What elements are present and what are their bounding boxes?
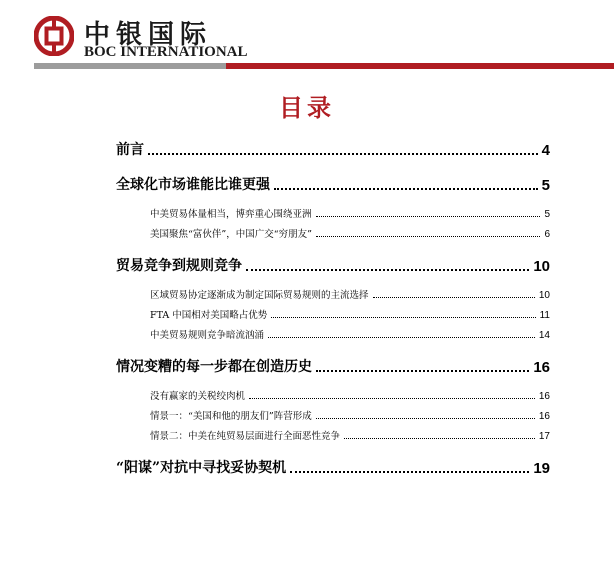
toc-entry-sub[interactable]: [150, 204, 550, 220]
page-title: 目录: [279, 93, 335, 122]
toc-entry-label: 情景二：中美在纯贸易层面进行全面恶性竞争: [150, 431, 341, 442]
toc-entry-page: 16: [538, 391, 550, 402]
toc-leader-dots: [344, 438, 535, 439]
header-rule-grey: [34, 63, 226, 69]
toc-entry-label: “阳谋”对抗中寻找妥协契机: [116, 460, 287, 476]
toc-entry-label: 情况变糟的每一步都在创造历史: [116, 359, 312, 375]
toc-entry-page: 16: [538, 411, 550, 422]
toc-leader-dots: [373, 297, 535, 298]
toc-leader-dots: [290, 471, 529, 473]
toc-leader-dots: [249, 398, 535, 399]
toc-leader-dots: [316, 236, 541, 237]
toc-leader-dots: [271, 317, 535, 318]
toc-entry-page: 10: [538, 290, 550, 301]
toc-leader-dots: [274, 188, 538, 190]
toc-entry-sub[interactable]: [150, 325, 550, 341]
toc-entry-page: 14: [538, 330, 550, 341]
toc-leader-dots: [268, 337, 535, 338]
toc-entry-page: 10: [533, 258, 550, 275]
toc-entry-sub[interactable]: [150, 285, 550, 301]
toc-entry-page: 5: [544, 209, 550, 220]
toc-entry-main[interactable]: [116, 253, 550, 275]
brand-name-chinese: 中银国际: [84, 20, 213, 50]
table-of-contents: [116, 133, 550, 477]
toc-entry-page: 17: [538, 431, 550, 442]
toc-entry-sub[interactable]: [150, 406, 550, 422]
toc-entry-label: 中美贸易体量相当，博弈重心围绕亚洲: [150, 209, 312, 220]
toc-leader-dots: [246, 269, 529, 271]
toc-leader-dots: [316, 216, 541, 217]
toc-entry-label: 美国聚焦“富伙伴”，中国广交“穷朋友”: [150, 229, 312, 240]
toc-entry-label: 前言: [116, 142, 144, 158]
boc-logo-icon: [34, 16, 74, 56]
toc-entry-main[interactable]: [116, 137, 550, 159]
toc-leader-dots: [316, 370, 529, 372]
toc-entry-label: 区域贸易协定逐渐成为制定国际贸易规则的主流选择: [150, 290, 369, 301]
toc-entry-page: 19: [533, 460, 550, 477]
toc-entry-label: 情景一：“美国和他的朋友们”阵营形成: [150, 411, 312, 422]
toc-leader-dots: [316, 418, 535, 419]
brand-name-english: BOC INTERNATIONAL: [84, 44, 248, 60]
toc-entry-page: 11: [539, 310, 550, 321]
toc-entry-sub[interactable]: [150, 426, 550, 442]
header-rule-red: [226, 63, 614, 69]
report-header: [0, 0, 614, 80]
toc-entry-label: 全球化市场谁能比谁更强: [116, 177, 270, 193]
toc-entry-main[interactable]: [116, 354, 550, 376]
toc-entry-page: 5: [541, 177, 550, 194]
toc-entry-main[interactable]: [116, 172, 550, 194]
toc-entry-sub[interactable]: [150, 305, 550, 321]
toc-entry-label: FTA 中国相对美国略占优势: [150, 310, 268, 321]
toc-entry-sub[interactable]: [150, 386, 550, 402]
toc-entry-main[interactable]: [116, 455, 550, 477]
toc-entry-page: 16: [533, 359, 550, 376]
toc-entry-sub[interactable]: [150, 224, 550, 240]
toc-entry-label: 没有赢家的关税绞肉机: [150, 391, 246, 402]
toc-entry-page: 6: [544, 229, 550, 240]
toc-entry-label: 中美贸易规则竞争暗流汹涌: [150, 330, 265, 341]
toc-entry-label: 贸易竞争到规则竞争: [116, 258, 242, 274]
toc-entry-page: 4: [541, 142, 550, 159]
toc-leader-dots: [148, 153, 538, 155]
